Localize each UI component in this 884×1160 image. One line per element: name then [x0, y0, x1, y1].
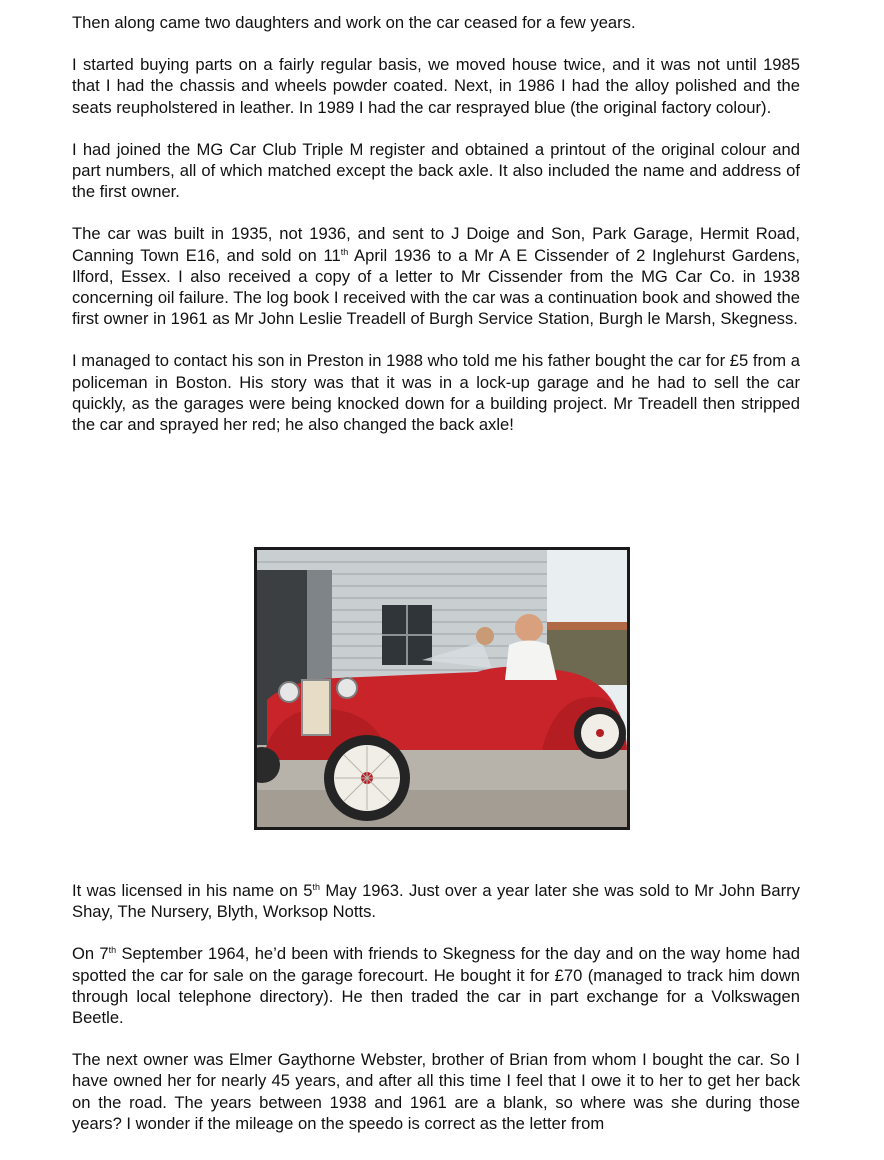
paragraph-6	[72, 880, 800, 922]
paragraph-5: I managed to contact his son in Preston in 1988 who told me his father bought the car for £5 from a policeman in Boston. His story was that it was in a lock-up garage and he had to sell the car quickly, as the garages were being knocked down for a building project. Mr Treadell then stripped the car and sprayed her red; he also changed the back axle!	[72, 351, 800, 435]
p7-text-a: On 7	[72, 944, 109, 964]
paragraph-2: I started buying parts on a fairly regular basis, we moved house twice, and it was not until 1985 that I had the chassis and wheels powder coated. Next, in 1986 I had the alloy polished and the seats reupholstered in leather. In 1989 I had the car resprayed blue (the original factory colour).	[72, 55, 800, 117]
vintage-mg-car-photo-image	[257, 550, 627, 827]
p6-text-a: It was licensed in his name on 5	[72, 881, 313, 900]
paragraph-1: Then along came two daughters and work on the car ceased for a few years.	[72, 13, 636, 32]
p6-text-b: May 1963. Just over a year later she was sold to Mr John Barry Shay, The Nursery, Blyth, Worksop Notts.	[72, 881, 800, 922]
car-photo	[254, 547, 630, 830]
p6-superscript: th	[312, 882, 320, 892]
p4-text-b: April 1936 to a Mr A E Cissender of 2 Inglehurst Gardens, Ilford, Essex. I also received a copy of a letter to Mr Cissender from the MG Car Co. in 1938 concerning oil failure. The log book I received with the car was a continuation book and showed the first owner in 1961 as Mr John Leslie Treadell of Burgh Service Station, Burgh le Marsh, Skegness.	[72, 245, 800, 329]
p7-superscript: th	[108, 945, 117, 956]
paragraph-4	[72, 223, 800, 329]
paragraph-7	[72, 943, 800, 1028]
p4-text-a: The car was built in 1935, not 1936, and sent to J Doige and Son, Park Garage, Hermit Road, Canning Town E16, and sold on 11	[72, 224, 800, 265]
p4-superscript: th	[340, 246, 349, 257]
document-body	[72, 12, 800, 435]
paragraph-3: I had joined the MG Car Club Triple M register and obtained a printout of the original colour and part numbers, all of which matched except the back axle. It also included the name and address of the first owner.	[72, 139, 800, 202]
document-body-continued	[72, 880, 800, 1134]
p7-text-b: September 1964, he’d been with friends to Skegness for the day and on the way home had spotted the car for sale on the garage forecourt. He bought it for £70 (managed to track him down through local telephone directory). He then traded the car in part exchange for a Volkswagen Beetle.	[72, 944, 801, 1028]
paragraph-8: The next owner was Elmer Gaythorne Webster, brother of Brian from whom I bought the car. So I have owned her for nearly 45 years, and after all this time I feel that I owe it to her to get her back on the road. The years between 1938 and 1961 are a blank, so where was she during those years? I wonder if the mileage on the speedo is correct as the letter from	[72, 1050, 800, 1133]
